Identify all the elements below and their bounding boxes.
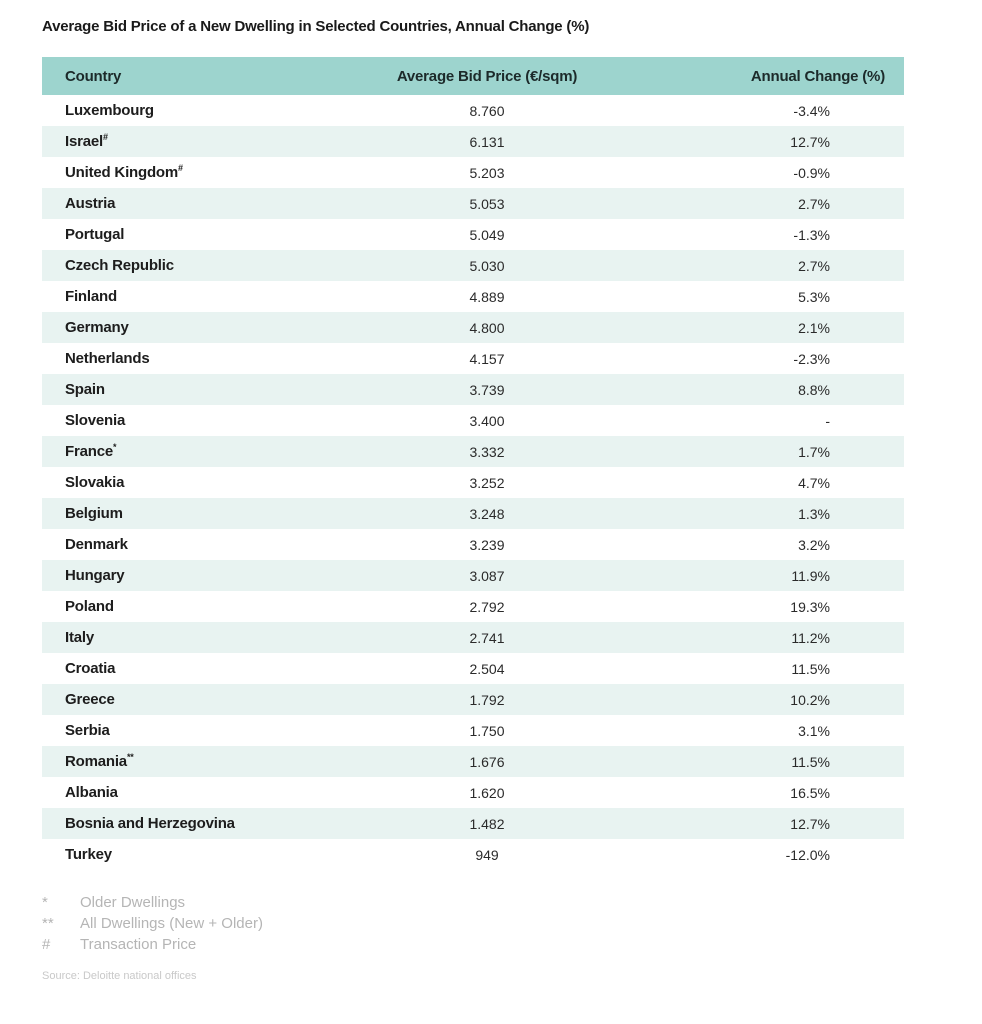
annual-change-cell: 3.2% [798,536,830,553]
annual-change-cell: 11.2% [791,629,830,646]
table-body [42,95,904,870]
table-row [42,219,904,250]
table-row [42,591,904,622]
country-cell: Slovakia [65,474,125,491]
price-cell: 3.332 [469,443,505,460]
price-cell: 5.049 [469,226,505,243]
table-row [42,95,904,126]
footnote-line [42,913,642,934]
annual-change-cell: -12.0% [785,846,830,863]
table-row [42,746,904,777]
table-row [42,622,904,653]
country-cell: Germany [65,319,129,336]
footnote-symbol: # [42,936,51,953]
price-cell: 1.750 [469,722,505,739]
price-cell: 3.252 [469,474,505,491]
table-row [42,374,904,405]
country-cell: Bosnia and Herzegovina [65,815,235,832]
country-cell: Poland [65,598,114,615]
footnote-marker: # [178,163,183,173]
table-row [42,777,904,808]
annual-change-cell: 2.7% [798,257,830,274]
footnote-text: Older Dwellings [80,894,186,911]
table-row [42,250,904,281]
country-cell: Slovenia [65,412,126,429]
country-cell: Italy [65,629,95,646]
table-row [42,312,904,343]
price-cell: 949 [475,846,499,863]
footnote-marker: # [103,132,108,142]
annual-change-cell: -0.9% [793,164,830,181]
footnote-marker: * [113,442,117,452]
country-cell: Hungary [65,567,125,584]
footnotes [42,892,642,955]
price-cell: 3.739 [469,381,505,398]
source-note: Source: Deloitte national offices [42,970,197,982]
footnote-text: All Dwellings (New + Older) [80,915,263,932]
page-title: Average Bid Price of a New Dwelling in Selected Countries, Annual Change (%) [42,18,590,35]
table-row [42,467,904,498]
country-cell: Albania [65,784,118,801]
table-row [42,498,904,529]
price-cell: 5.053 [469,195,505,212]
country-cell: United Kingdom# [65,163,183,181]
annual-change-cell: 11.5% [791,753,830,770]
annual-change-cell: 3.1% [798,722,830,739]
price-cell: 6.131 [469,133,505,150]
country-cell: Turkey [65,846,112,863]
table-row [42,343,904,374]
annual-change-cell: 12.7% [790,815,830,832]
country-cell: Portugal [65,226,125,243]
annual-change-cell: 12.7% [790,133,830,150]
price-cell: 4.800 [469,319,505,336]
footnote-symbol: * [42,894,48,911]
price-cell: 5.203 [469,164,505,181]
annual-change-cell: 2.7% [798,195,830,212]
country-cell: Austria [65,195,116,212]
price-cell: 1.620 [469,784,505,801]
price-cell: 4.889 [469,288,505,305]
price-cell: 4.157 [469,350,505,367]
price-cell: 1.482 [469,815,505,832]
annual-change-cell: 16.5% [790,784,830,801]
footnote-symbol: ** [42,915,54,932]
country-cell: Croatia [65,660,116,677]
table-row [42,405,904,436]
table-row [42,839,904,870]
country-cell: Denmark [65,536,128,553]
table-row [42,157,904,188]
price-cell: 3.400 [469,412,505,429]
table-row [42,436,904,467]
country-cell: Romania** [65,752,134,770]
price-cell: 3.248 [469,505,505,522]
column-header-country: Country [65,67,122,85]
country-cell: Spain [65,381,105,398]
table-row [42,529,904,560]
country-cell: Luxembourg [65,102,154,119]
column-header-average-bid-price: Average Bid Price (€/sqm) [396,67,578,85]
table-header-row [42,57,904,95]
footnote-line [42,892,642,913]
footnote-line [42,934,642,955]
table-row [42,560,904,591]
table-row [42,126,904,157]
footnote-text: Transaction Price [80,936,197,953]
table-row [42,188,904,219]
price-cell: 1.792 [469,691,505,708]
table-row [42,715,904,746]
annual-change-cell: 1.3% [798,505,830,522]
price-cell: 1.676 [469,753,505,770]
country-cell: Belgium [65,505,123,522]
annual-change-cell: 19.3% [790,598,830,615]
annual-change-cell: -2.3% [793,350,830,367]
price-cell: 8.760 [469,102,505,119]
annual-change-cell: - [825,412,830,429]
annual-change-cell: -3.4% [793,102,830,119]
annual-change-cell: 11.9% [791,567,830,584]
country-cell: Greece [65,691,115,708]
annual-change-cell: 1.7% [798,443,830,460]
annual-change-cell: 4.7% [798,474,830,491]
table-row [42,808,904,839]
country-cell: Netherlands [65,350,150,367]
price-cell: 2.741 [469,629,505,646]
table-row [42,653,904,684]
price-cell: 3.239 [469,536,505,553]
column-header-annual-change: Annual Change (%) [750,67,885,85]
annual-change-cell: 10.2% [790,691,830,708]
country-cell: France* [65,442,117,460]
price-cell: 2.504 [469,660,505,677]
annual-change-cell: 2.1% [798,319,830,336]
table-row [42,684,904,715]
data-table [42,57,904,870]
annual-change-cell: -1.3% [793,226,830,243]
price-cell: 5.030 [469,257,505,274]
annual-change-cell: 5.3% [798,288,830,305]
country-cell: Israel# [65,132,108,150]
annual-change-cell: 11.5% [791,660,830,677]
country-cell: Czech Republic [65,257,174,274]
footnote-marker: ** [126,752,134,762]
country-cell: Finland [65,288,117,305]
table-row [42,281,904,312]
price-cell: 2.792 [469,598,505,615]
annual-change-cell: 8.8% [798,381,830,398]
price-cell: 3.087 [469,567,505,584]
country-cell: Serbia [65,722,110,739]
